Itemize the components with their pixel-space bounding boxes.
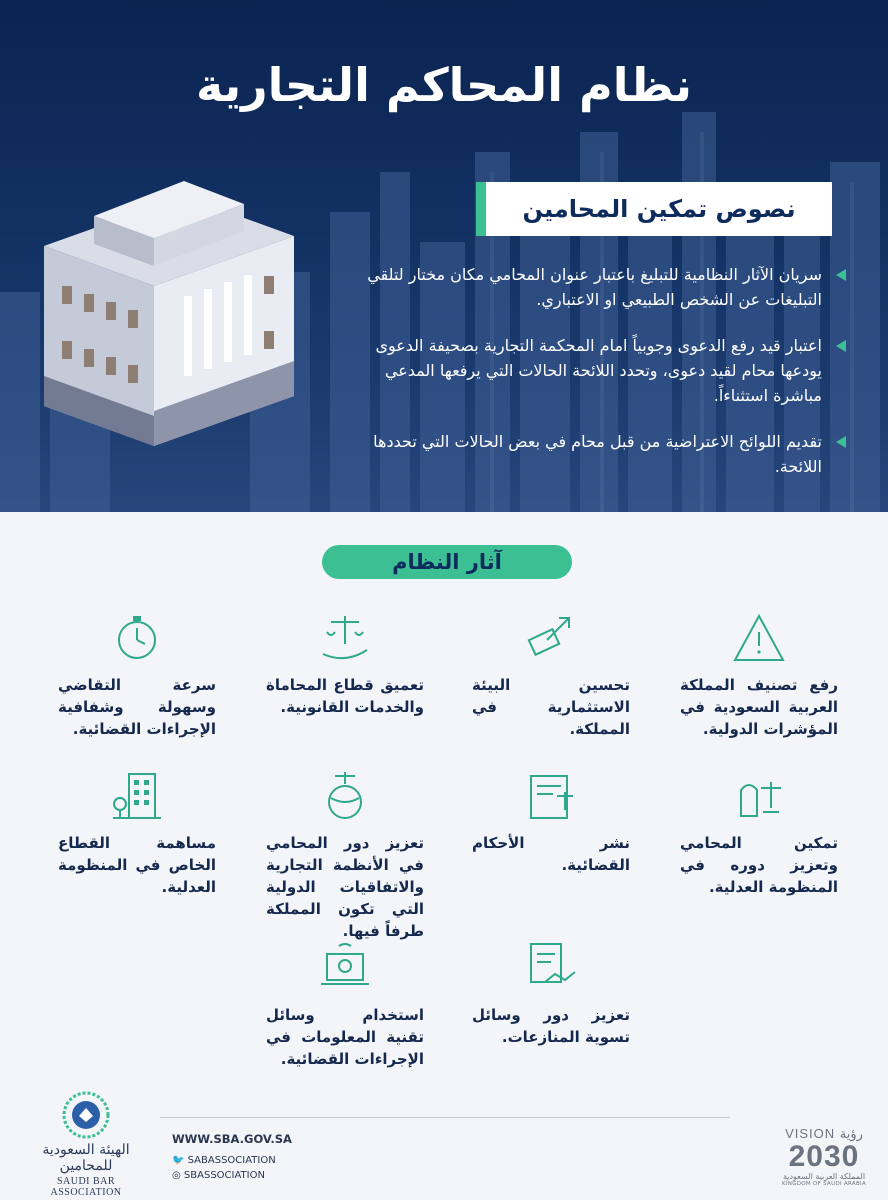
effect-text: مساهمة القطاع الخاص في المنظومة العدلية. xyxy=(58,834,216,896)
twitter-icon: 🐦 xyxy=(172,1155,185,1166)
list-item: سريان الآثار النظامية للتبليغ باعتبار عنوان المحامي مكان مختار لتلقي التبليغات عن الشخص الطبيعي او الاعتباري. xyxy=(348,262,848,312)
handshake-contract-icon xyxy=(523,940,579,996)
effect-item xyxy=(58,768,216,898)
vision-label-en: VISION xyxy=(785,1126,836,1141)
instagram-handle: SBASSOCIATION xyxy=(183,1170,265,1181)
effect-text: تعزيز دور وسائل تسوية المنازعات. xyxy=(472,1006,630,1046)
twitter-handle: SABASSOCIATION xyxy=(187,1155,276,1166)
effects-title: آثار النظام xyxy=(392,550,502,574)
subtitle: نصوص تمكين المحامين xyxy=(522,195,796,223)
effect-text: استخدام وسائل تقنية المعلومات في الإجراءات القضائية. xyxy=(266,1006,424,1068)
instagram-handle-row[interactable] xyxy=(172,1168,292,1183)
contact-info xyxy=(172,1132,292,1183)
subtitle-box xyxy=(476,182,832,236)
vision-label-ar: رؤية xyxy=(839,1126,863,1141)
effect-text: نشر الأحكام القضائية. xyxy=(472,834,630,874)
legal-document-icon xyxy=(523,768,579,824)
effect-text: رفع تصنيف المملكة العربية السعودية في المؤشرات الدولية. xyxy=(680,676,838,738)
effect-item xyxy=(680,610,838,740)
effect-item xyxy=(58,610,216,740)
vision-2030-logo xyxy=(776,1126,872,1190)
laptop-justice-icon xyxy=(317,940,373,996)
effect-item xyxy=(266,940,424,1070)
association-emblem-icon xyxy=(61,1090,111,1140)
vision-country-ar: المملكة العربية السعودية xyxy=(782,1172,866,1181)
lawyer-texts-list xyxy=(348,262,848,500)
page-title: نظام المحاكم التجارية xyxy=(195,58,693,112)
hero-banner xyxy=(0,0,888,512)
logo-english-name: SAUDI BAR ASSOCIATION xyxy=(50,1176,122,1198)
effect-text: تمكين المحامي وتعزيز دوره في المنظومة العدلية. xyxy=(680,834,838,896)
justice-scale-hand-icon xyxy=(317,610,373,666)
lawyer-scale-icon xyxy=(731,768,787,824)
office-building-icon xyxy=(109,768,165,824)
warning-triangle-icon xyxy=(731,610,787,666)
effect-text: تعميق قطاع المحاماة والخدمات القانونية. xyxy=(266,676,424,716)
logo-arabic-name: الهيئة السعودية للمحامين xyxy=(42,1142,130,1174)
effects-title-pill xyxy=(322,545,572,579)
stopwatch-icon xyxy=(109,610,165,666)
footer-divider xyxy=(160,1117,730,1118)
globe-scale-icon xyxy=(317,768,373,824)
saudi-bar-association-logo xyxy=(24,1090,148,1198)
instagram-icon: ◎ xyxy=(172,1170,181,1181)
effect-text: تعزيز دور المحامي في الأنظمة التجارية والاتفاقيات الدولية التي تكون المملكة طرفاً فيها. xyxy=(266,834,424,940)
effect-item xyxy=(266,610,424,718)
effect-text: سرعة التقاضي وسهولة وشفافية الإجراءات القضائية. xyxy=(58,676,216,738)
vision-year: 2030 xyxy=(788,1140,860,1173)
vision-country-en: KINGDOM OF SAUDI ARABIA xyxy=(781,1181,867,1187)
effect-item xyxy=(266,768,424,942)
twitter-handle-row[interactable] xyxy=(172,1153,292,1168)
effect-text: تحسين البيئة الاستثمارية في المملكة. xyxy=(472,676,630,738)
effect-item xyxy=(472,940,630,1048)
effect-item xyxy=(472,768,630,876)
money-growth-icon xyxy=(523,610,579,666)
court-building-icon xyxy=(34,176,304,451)
effect-item xyxy=(680,768,838,898)
effect-item xyxy=(472,610,630,740)
list-item: اعتبار قيد رفع الدعوى وجوبياً امام المحكمة التجارية بصحيفة الدعوى يودعها محام لقيد دعوى، وتحدد اللائحة الحالات التي يرفعها المدعي مباشرة استثناءاً. xyxy=(348,333,848,408)
website-link[interactable]: WWW.SBA.GOV.SA xyxy=(172,1132,292,1146)
list-item: تقديم اللوائح الاعتراضية من قبل محام في بعض الحالات التي تحددها اللائحة. xyxy=(348,429,848,479)
